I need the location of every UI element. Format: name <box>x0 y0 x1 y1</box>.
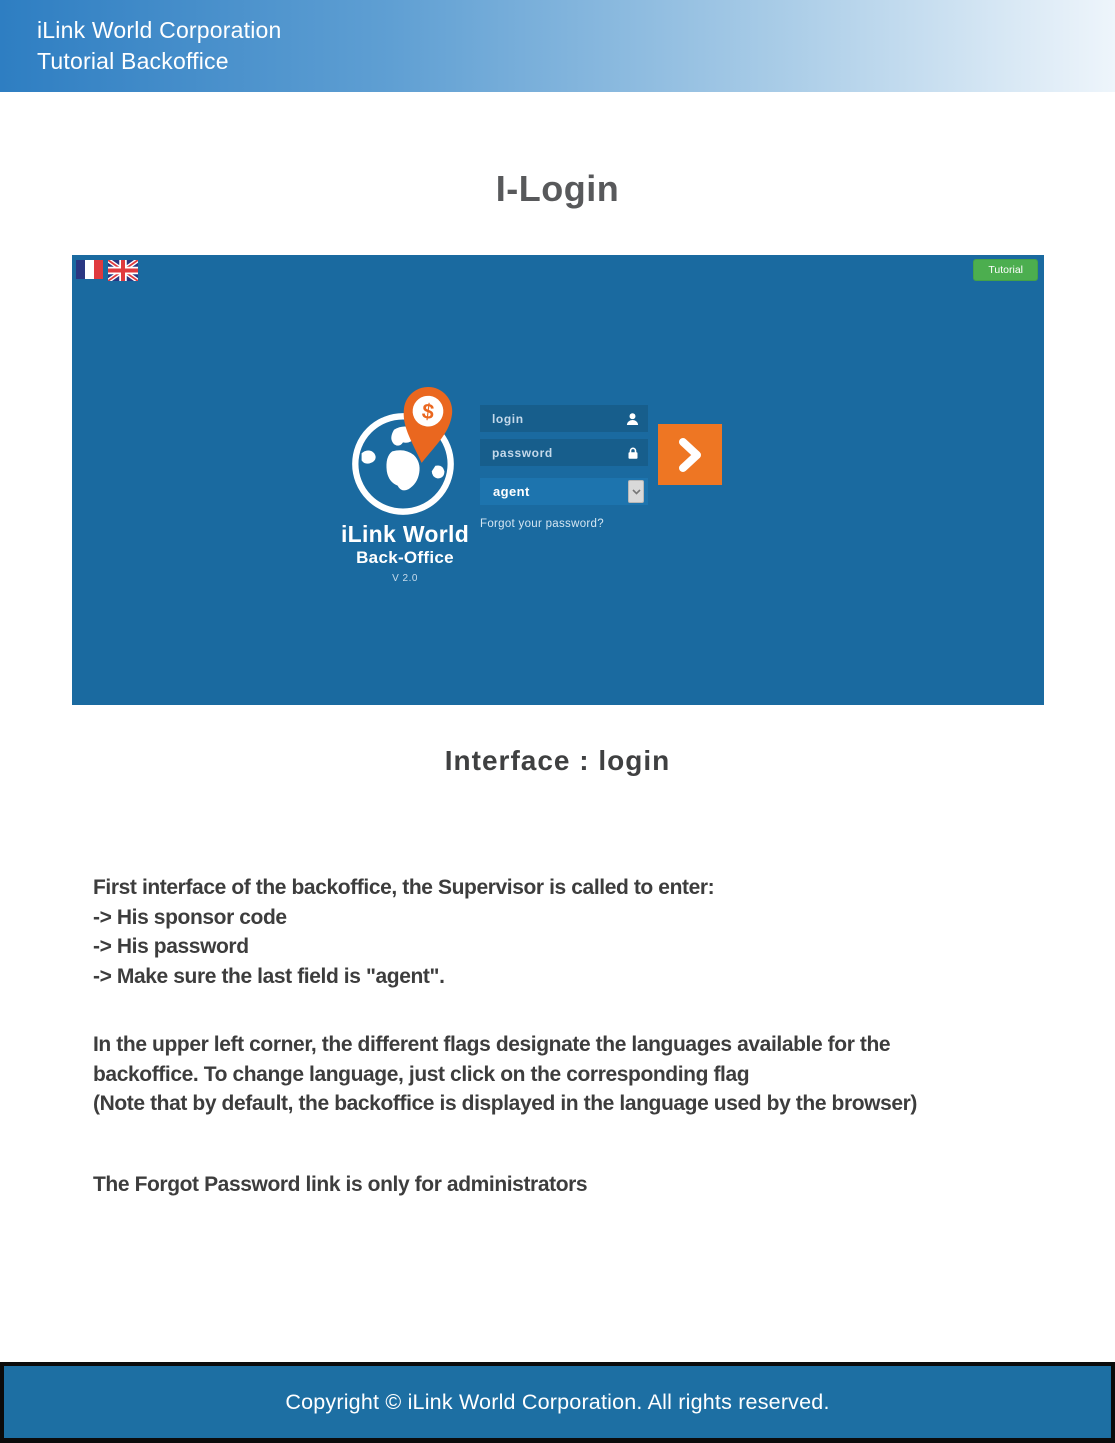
login-form <box>480 405 648 532</box>
page-footer <box>0 1362 1115 1443</box>
para2-line3: (Note that by default, the backoffice is displayed in the language used by the browser) <box>93 1092 918 1115</box>
para1-line4: -> Make sure the last field is "agent". <box>93 964 445 988</box>
language-flags <box>76 260 138 281</box>
logo-art <box>310 385 500 515</box>
login-field <box>480 405 648 432</box>
para1-line3: -> His password <box>93 935 249 958</box>
document-header <box>0 0 1115 92</box>
account-type-select[interactable] <box>480 478 648 505</box>
chevron-down-icon <box>628 480 644 503</box>
company-name: iLink World Corporation <box>37 17 282 43</box>
tutorial-button[interactable]: Tutorial <box>973 259 1038 281</box>
body-text <box>93 873 1033 1199</box>
french-flag-icon[interactable] <box>76 260 103 279</box>
para1-line1: First interface of the backoffice, the Supervisor is called to enter: <box>93 876 715 899</box>
brand-name: iLink World <box>340 521 470 547</box>
uk-flag-icon[interactable] <box>108 260 138 281</box>
location-pin-icon <box>393 382 459 473</box>
interface-caption: Interface : login <box>444 745 671 776</box>
brand-logo <box>310 385 500 584</box>
chevron-right-icon <box>675 438 705 472</box>
login-submit-button[interactable] <box>658 424 722 485</box>
product-name: Back-Office <box>356 548 454 567</box>
para3: The Forgot Password link is only for administrators <box>93 1172 588 1196</box>
version-label: V 2.0 <box>392 573 418 584</box>
para2-line1: In the upper left corner, the different flags designate the languages available for the <box>93 1033 891 1056</box>
copyright-text: Copyright © iLink World Corporation. All rights reserved. <box>285 1389 830 1414</box>
login-screenshot <box>72 255 1044 705</box>
document-subtitle: Tutorial Backoffice <box>37 48 229 74</box>
para1-line2: -> His sponsor code <box>93 905 287 929</box>
password-input[interactable] <box>480 439 648 466</box>
page-title: I-Login <box>495 168 620 209</box>
para2-line2: backoffice. To change language, just click on the corresponding flag <box>93 1062 750 1086</box>
dollar-symbol: $ <box>420 398 436 425</box>
user-icon <box>626 412 639 425</box>
forgot-password-link[interactable]: Forgot your password? <box>480 518 604 530</box>
lock-icon <box>627 446 639 459</box>
login-input[interactable] <box>480 405 648 432</box>
account-type-value: agent <box>493 484 530 499</box>
password-field <box>480 439 648 466</box>
